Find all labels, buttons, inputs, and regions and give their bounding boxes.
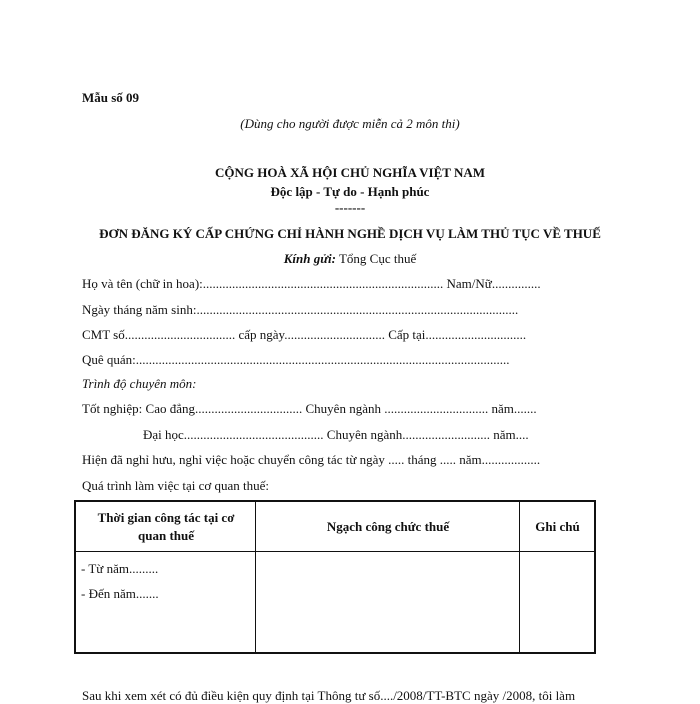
divider: -------: [334, 200, 366, 215]
work-history-table: [74, 500, 596, 654]
full-name-field: Họ và tên (chữ in hoa):.......................................................................... Nam/Nữ...............: [82, 276, 541, 291]
header-period: Thời gian công tác tại cơ quan thuế: [97, 510, 235, 543]
row-from-year: - Từ năm.........: [81, 561, 159, 576]
graduated-college-field: Tốt nghiệp: Cao đẳng................................. Chuyên ngành ................................ năm.......: [82, 401, 537, 416]
form-number: Mẫu số 09: [82, 90, 140, 105]
hometown-field: Quê quán:...................................................................................................................: [82, 352, 510, 367]
national-title: CỘNG HOÀ XÃ HỘI CHỦ NGHĨA VIỆT NAM: [214, 165, 486, 180]
dob-field: Ngày tháng năm sinh:...................................................................................................: [82, 302, 519, 317]
motto: Độc lập - Tự do - Hạnh phúc: [270, 184, 430, 199]
table-divider: [519, 502, 520, 652]
recipient-label: Kính gửi:: [283, 251, 336, 266]
table-divider: [255, 502, 256, 652]
qualification-heading: Trình độ chuyên môn:: [82, 376, 197, 391]
graduated-university-field: Đại học........................................... Chuyên ngành........................... năm....: [143, 427, 529, 442]
work-history-label: Quá trình làm việc tại cơ quan thuế:: [82, 478, 270, 493]
form-title: ĐƠN ĐĂNG KÝ CẤP CHỨNG CHỈ HÀNH NGHỀ DỊCH VỤ LÀM THỦ TỤC VỀ THUẾ: [99, 226, 601, 241]
retired-field: Hiện đã nghỉ hưu, nghỉ việc hoặc chuyển công tác từ ngày ..... tháng ..... năm..................: [82, 452, 541, 467]
footer-text: Sau khi xem xét có đủ điều kiện quy định tại Thông tư số..../2008/TT-BTC ngày /2008, tôi làm: [82, 688, 576, 703]
id-card-field: CMT số.................................. cấp ngày............................... Cấp tại...............................: [82, 327, 527, 342]
header-note: Ghi chú: [535, 519, 580, 534]
table-divider: [76, 551, 594, 552]
usage-note: (Dùng cho người được miễn cả 2 môn thi): [240, 116, 460, 131]
header-rank: Ngạch công chức thuế: [326, 519, 450, 534]
recipient-value: Tổng Cục thuế: [335, 251, 417, 266]
recipient-line: [0, 251, 700, 267]
row-to-year: - Đến năm.......: [81, 586, 159, 601]
